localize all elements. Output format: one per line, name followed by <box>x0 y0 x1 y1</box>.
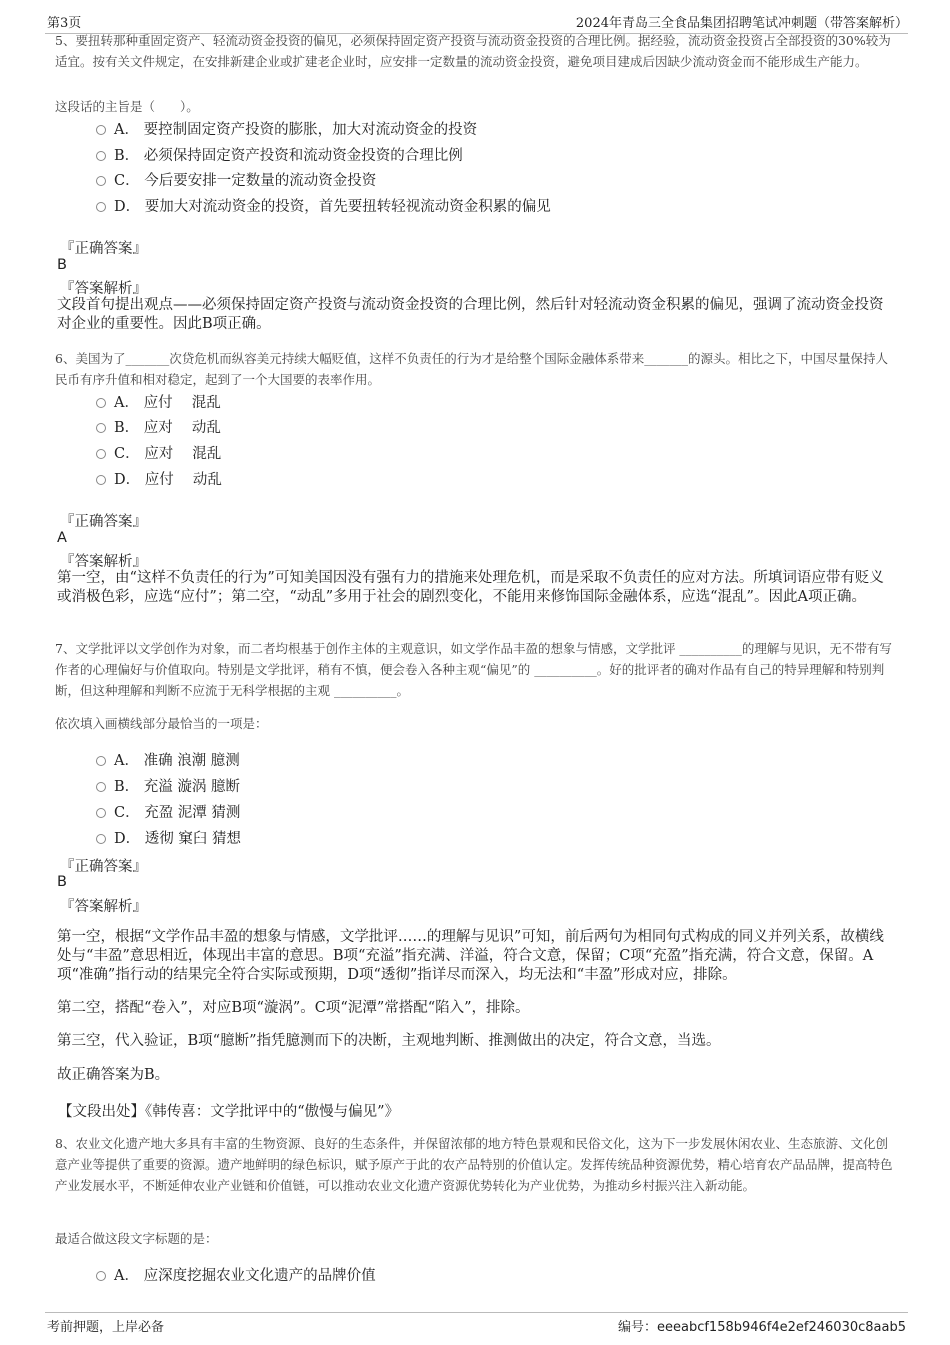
q7-answer: B <box>57 874 67 890</box>
radio-icon[interactable] <box>96 475 106 485</box>
q5-option-b[interactable]: B． 必须保持固定资产投资和流动资金投资的合理比例 <box>96 144 463 165</box>
radio-icon[interactable] <box>96 756 106 766</box>
footer-slogan: 考前押题，上岸必备 <box>47 1320 165 1335</box>
q6-option-a[interactable]: A． 应付 混乱 <box>96 391 221 412</box>
q5-option-c[interactable]: C． 今后要安排一定数量的流动资金投资 <box>96 169 376 190</box>
q8-option-a[interactable]: A． 应深度挖掘农业文化遗产的品牌价值 <box>96 1264 376 1285</box>
q7-answer-label: 『正确答案』 <box>60 859 147 875</box>
q6-answer-label: 『正确答案』 <box>60 514 147 530</box>
q5-option-d[interactable]: D． 要加大对流动资金的投资，首先要扭转轻视流动资金积累的偏见 <box>96 195 551 216</box>
q7-stem: 7、文学批评以文学创作为对象，而二者均根基于创作主体的主观意识，如文学作品丰盈的想象与情感，文学批评 __________的理解与见识，无不带有写作者的心理偏好与价值取向。特别是文学批评，稍有不慎，便会卷入各种主观“偏见”的 __________。好的批评者的确对作品有自己的特异理解和特别判断，但这种理解和判断不应流于无科学根据的主观 __________。 <box>55 641 892 698</box>
q6-option-b[interactable]: B． 应对 动乱 <box>96 416 221 437</box>
q5-answer-label: 『正确答案』 <box>60 241 147 257</box>
q7-option-a[interactable]: A． 准确 浪潮 臆测 <box>96 749 240 770</box>
radio-icon[interactable] <box>96 125 106 135</box>
q7-source: 【文段出处】《韩传喜：文学批评中的“傲慢与偏见”》 <box>58 1104 400 1120</box>
q6-analysis-label: 『答案解析』 <box>60 554 147 570</box>
radio-icon[interactable] <box>96 423 106 433</box>
q7-analysis-paragraph: 第二空，搭配“卷入”，对应B项“漩涡”。C项“泥潭”常搭配“陷入”，排除。 <box>57 1000 530 1016</box>
q6-analysis: 第一空，由“这样不负责任的行为”可知美国因没有强有力的措施来处理危机，而是采取不负责任的应对方法。所填词语应带有贬义或消极色彩，应选“应付”；第二空，“动乱”多用于社会的剧烈变化，不能用来修饰国际金融体系，应选“混乱”。因此A项正确。 <box>57 570 884 605</box>
radio-icon[interactable] <box>96 1271 106 1281</box>
q7-analysis-label: 『答案解析』 <box>60 899 147 915</box>
q7-option-c[interactable]: C． 充盈 泥潭 猜测 <box>96 801 240 822</box>
radio-icon[interactable] <box>96 782 106 792</box>
radio-icon[interactable] <box>96 834 106 844</box>
q5-stem: 5、要扭转那种重固定资产、轻流动资金投资的偏见，必须保持固定资产投资与流动资金投资的合理比例。据经验，流动资金投资占全部投资的30%较为适宜。按有关文件规定，在安排新建企业或扩建老企业时，应安排一定数量的流动资金投资，避免项目建成后因缺少流动资金而不能形成生产能力。 <box>55 33 891 69</box>
q8-question: 最适合做这段文字标题的是： <box>55 1231 218 1246</box>
q7-analysis-paragraph: 故正确答案为B。 <box>57 1067 170 1083</box>
radio-icon[interactable] <box>96 398 106 408</box>
q5-question: 这段话的主旨是（ ）。 <box>55 99 199 114</box>
q6-option-c[interactable]: C． 应对 混乱 <box>96 442 221 463</box>
page-footer <box>0 1310 950 1345</box>
q6-stem: 6、美国为了_______次贷危机而纵容美元持续大幅贬值，这样不负责任的行为才是给整个国际金融体系带来_______的源头。相比之下，中国尽量保持人民币有序升值和相对稳定，起到了一个大国要的表率作用。 <box>55 351 888 387</box>
q5-option-a[interactable]: A． 要控制固定资产投资的膨胀，加大对流动资金的投资 <box>96 118 477 139</box>
q5-analysis: 文段首句提出观点——必须保持固定资产投资与流动资金投资的合理比例，然后针对轻流动资金积累的偏见，强调了流动资金投资对企业的重要性。因此B项正确。 <box>57 297 884 332</box>
radio-icon[interactable] <box>96 176 106 186</box>
q7-analysis-paragraph: 第一空，根据“文学作品丰盈的想象与情感，文学批评……的理解与见识”可知，前后两句为相同句式构成的同义并列关系，故横线处与“丰盈”意思相近，体现出丰富的意思。B项“充溢”指充满、洋溢，符合文意，保留；C项“充盈”指充满，符合文意，保留。A项“准确”指行动的结果完全符合实际或预期，D项“透彻”指详尽而深入，均无法和“丰盈”形成对应，排除。 <box>57 929 884 983</box>
q7-question: 依次填入画横线部分最恰当的一项是： <box>55 716 268 731</box>
q8-stem: 8、农业文化遗产地大多具有丰富的生物资源、良好的生态条件，并保留浓郁的地方特色景观和民俗文化，这为下一步发展休闲农业、生态旅游、文化创意产业等提供了重要的资源。遗产地鲜明的绿色标识，赋予原产于此的农产品特别的价值认定。发挥传统品种资源优势，精心培育农产品品牌，提高特色产业发展水平，不断延伸农业产业链和价值链，可以推动农业文化遗产资源优势转化为产业优势，为推动乡村振兴注入新动能。 <box>55 1136 893 1193</box>
document-title: 2024年青岛三全食品集团招聘笔试冲刺题（带答案解析） <box>575 16 908 31</box>
radio-icon[interactable] <box>96 808 106 818</box>
radio-icon[interactable] <box>96 202 106 212</box>
q7-option-d[interactable]: D． 透彻 窠臼 猜想 <box>96 827 241 848</box>
document-code: 编号：eeeabcf158b946f4e2ef246030c8aab5 <box>617 1320 906 1335</box>
q7-analysis-paragraph: 第三空，代入验证，B项“臆断”指凭臆测而下的决断，主观地判断、推测做出的决定，符合文意，当选。 <box>57 1033 721 1049</box>
q6-answer: A <box>57 530 67 546</box>
q5-analysis-label: 『答案解析』 <box>60 281 147 297</box>
radio-icon[interactable] <box>96 449 106 459</box>
q5-answer: B <box>57 257 67 273</box>
radio-icon[interactable] <box>96 151 106 161</box>
page-number: 第3页 <box>47 16 82 31</box>
q7-option-b[interactable]: B． 充溢 漩涡 臆断 <box>96 775 240 796</box>
q6-option-d[interactable]: D． 应付 动乱 <box>96 468 222 489</box>
footer-divider <box>45 1312 908 1313</box>
